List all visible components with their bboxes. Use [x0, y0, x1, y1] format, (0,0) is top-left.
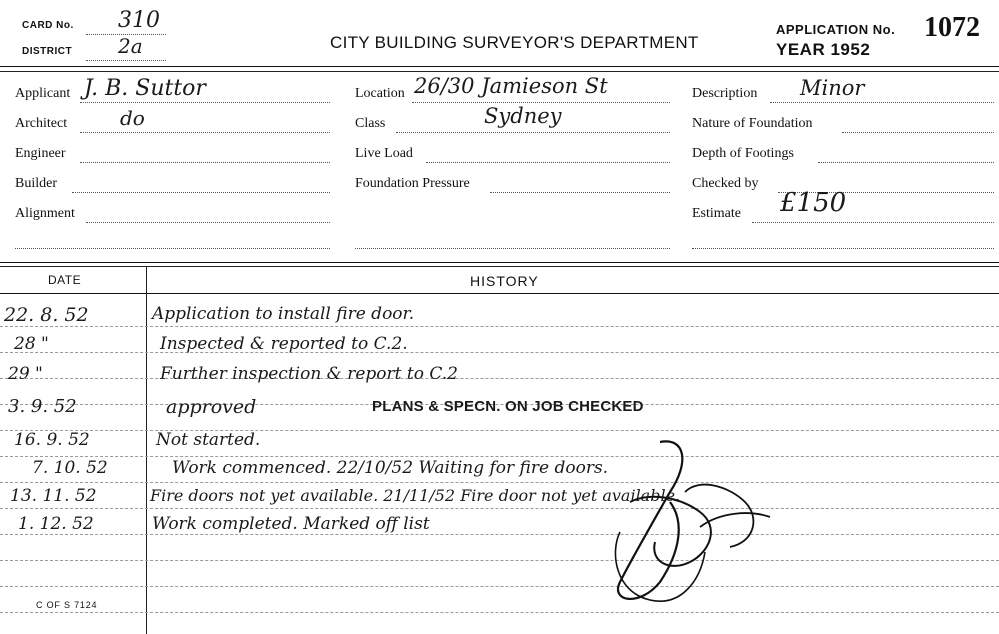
card-label: CARD No. [22, 20, 74, 31]
signature [590, 432, 790, 612]
date-column-header: DATE [48, 273, 82, 287]
history-entry: approved [166, 396, 257, 418]
history-entry: Work completed. Marked off list [152, 514, 430, 534]
history-date: 13. 11. 52 [10, 486, 97, 506]
department-title: CITY BUILDING SURVEYOR'S DEPARTMENT [330, 33, 699, 52]
history-column-header: HISTORY [470, 273, 539, 289]
checked-by-label: Checked by [692, 176, 759, 191]
architect-value: do [120, 106, 145, 130]
description-label: Description [692, 86, 758, 101]
class-label: Class [355, 116, 386, 131]
history-row [0, 486, 999, 516]
history-date: 3. 9. 52 [8, 396, 77, 417]
nature-of-foundation-label: Nature of Foundation [692, 116, 813, 131]
history-row [0, 514, 999, 544]
history-row [0, 334, 999, 364]
foundation-pressure-label: Foundation Pressure [355, 176, 470, 191]
location-value: 26/30 Jamieson St [414, 74, 608, 98]
estimate-value: £150 [780, 188, 847, 218]
history-date: 7. 10. 52 [32, 458, 108, 478]
applicant-value: J. B. Suttor [84, 76, 206, 101]
history-row [0, 364, 999, 394]
application-number: 1072 [924, 12, 980, 43]
description-value: Minor [800, 76, 865, 100]
card-number: 310 [118, 8, 160, 33]
form-number: C OF S 7124 [36, 600, 98, 610]
history-date: 16. 9. 52 [14, 430, 90, 450]
application-label: APPLICATION No. [776, 22, 896, 37]
history-row [0, 304, 999, 334]
history-date: 22. 8. 52 [4, 304, 89, 326]
history-entry: Work commenced. 22/10/52 Waiting for fire doors. [172, 458, 609, 478]
engineer-label: Engineer [15, 146, 66, 161]
year-label: YEAR 1952 [776, 40, 871, 59]
history-date: 1. 12. 52 [18, 514, 94, 534]
applicant-label: Applicant [15, 86, 71, 101]
history-entry: Inspected & reported to C.2. [160, 334, 408, 354]
job-checked-stamp: PLANS & SPECN. ON JOB CHECKED [372, 398, 644, 415]
history-entry: Fire doors not yet available. 21/11/52 Fire door not yet available. [150, 486, 681, 505]
history-entry: Further inspection & report to C.2 [160, 364, 458, 384]
depth-of-footings-label: Depth of Footings [692, 146, 794, 161]
history-date: 28 " [14, 334, 49, 354]
district-label: DISTRICT [22, 46, 73, 57]
alignment-label: Alignment [15, 206, 75, 221]
estimate-label: Estimate [692, 206, 741, 221]
live-load-label: Live Load [355, 146, 413, 161]
history-row [0, 458, 999, 488]
history-entry: Not started. [156, 430, 261, 450]
class-value: Sydney [484, 104, 562, 128]
history-row [0, 430, 999, 460]
history-date: 29 " [8, 364, 43, 384]
district-value: 2a [118, 34, 143, 58]
architect-label: Architect [15, 116, 68, 131]
location-label: Location [355, 86, 405, 101]
history-entry: Application to install fire door. [152, 304, 415, 324]
builder-label: Builder [15, 176, 57, 191]
